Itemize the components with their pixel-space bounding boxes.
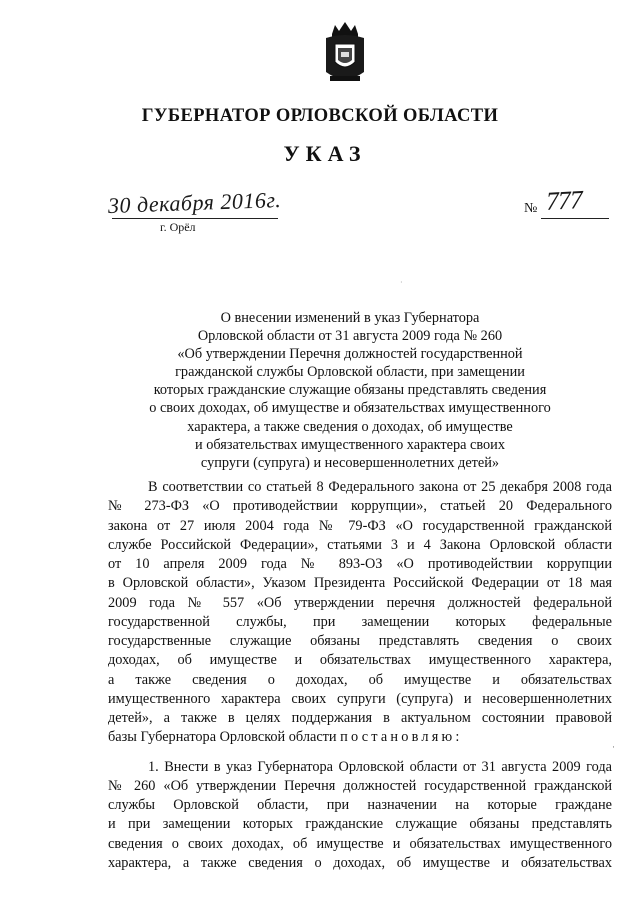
document-date: 30 декабря 2016г. bbox=[107, 186, 282, 219]
text-line: имущественного характера своих супруги (супруга) и несовершеннолетних bbox=[108, 690, 612, 707]
number-underline bbox=[541, 218, 609, 219]
text-line: № 273-ФЗ «О противодействии коррупции», статьей 20 Федерального bbox=[108, 498, 612, 515]
city-label: г. Орёл bbox=[160, 220, 196, 234]
subject-line: которых гражданские служащие обязаны представлять сведения bbox=[153, 382, 547, 399]
subject-line: супруги (супруга) и несовершеннолетних детей» bbox=[200, 454, 500, 471]
subject-line: о своих доходах, об имуществе и обязательствах имущественного bbox=[149, 400, 551, 417]
text-line: детей», а также в целях поддержания в актуальном состоянии правовой bbox=[108, 710, 612, 726]
text-line: № 260 «Об утверждении Перечня должностей государственной гражданской bbox=[108, 777, 612, 794]
margin-mark: · bbox=[612, 742, 615, 752]
subject-line: характера, а также сведения о доходах, об имуществе bbox=[187, 418, 513, 435]
subject-line: «Об утверждении Перечня должностей государственной bbox=[177, 346, 523, 363]
text-line: 2009 года № 557 «Об утверждении перечня должностей федеральной bbox=[108, 594, 612, 611]
text-line: сведения о своих доходах, об имуществе и обязательствах имущественного bbox=[108, 835, 612, 852]
subject-line: и обязательствах имущественного характера своих bbox=[195, 436, 505, 453]
text-line: службе Российской Федерации», статьями 3 и 4 Закона Орловской области bbox=[108, 536, 612, 553]
scan-speck: · bbox=[400, 278, 403, 287]
subject-line: О внесении изменений в указ Губернатора bbox=[220, 310, 480, 326]
decree-word: постановляю: bbox=[340, 729, 463, 746]
text-line: от 10 апреля 2009 года № 893-ОЗ «О противодействии коррупции bbox=[108, 556, 612, 572]
text-line: в Орловской области», Указом Президента Российской Федерации от 18 мая bbox=[108, 575, 612, 592]
text-line: а также сведения о доходах, об имуществе и обязательствах bbox=[108, 671, 612, 688]
org-title: ГУБЕРНАТОР ОРЛОВСКОЙ ОБЛАСТИ bbox=[141, 106, 499, 126]
document-body bbox=[108, 478, 612, 873]
text-line bbox=[108, 728, 612, 747]
coat-of-arms-icon bbox=[322, 20, 368, 86]
text-line: 1. Внести в указ Губернатора Орловской области от 31 августа 2009 года bbox=[148, 758, 612, 775]
number-label: № bbox=[524, 201, 538, 216]
preamble-paragraph bbox=[108, 478, 612, 748]
text-line: государственные служащие обязаны представлять сведения о своих bbox=[108, 633, 612, 649]
subject-line: гражданской службы Орловской области, при замещении bbox=[175, 364, 525, 381]
text-line: государственной службы, при замещении которых федеральные bbox=[108, 613, 612, 630]
text-line: характера, а также сведения о доходах, об имуществе и обязательствах bbox=[108, 854, 612, 871]
document-number: 777 bbox=[545, 185, 583, 216]
text-line: службы Орловской области, при назначении на которые граждане bbox=[108, 797, 612, 813]
document-subject bbox=[140, 309, 560, 472]
date-underline bbox=[112, 218, 278, 219]
document-type: УКАЗ bbox=[283, 141, 367, 166]
preamble-last-text: базы Губернатора Орловской области bbox=[108, 729, 337, 746]
text-line: и при замещении которых гражданские служащие обязаны представлять bbox=[108, 816, 612, 833]
subject-line: Орловской области от 31 августа 2009 года № 260 bbox=[197, 328, 503, 345]
text-line: закона от 27 июля 2004 года № 79-ФЗ «О государственной гражданской bbox=[108, 517, 612, 534]
text-line: доходах, об имуществе и обязательствах имущественного характера, bbox=[108, 652, 612, 669]
text-line: В соответствии со статьей 8 Федерального закона от 25 декабря 2008 года bbox=[148, 479, 612, 495]
item-1-paragraph bbox=[108, 758, 612, 874]
